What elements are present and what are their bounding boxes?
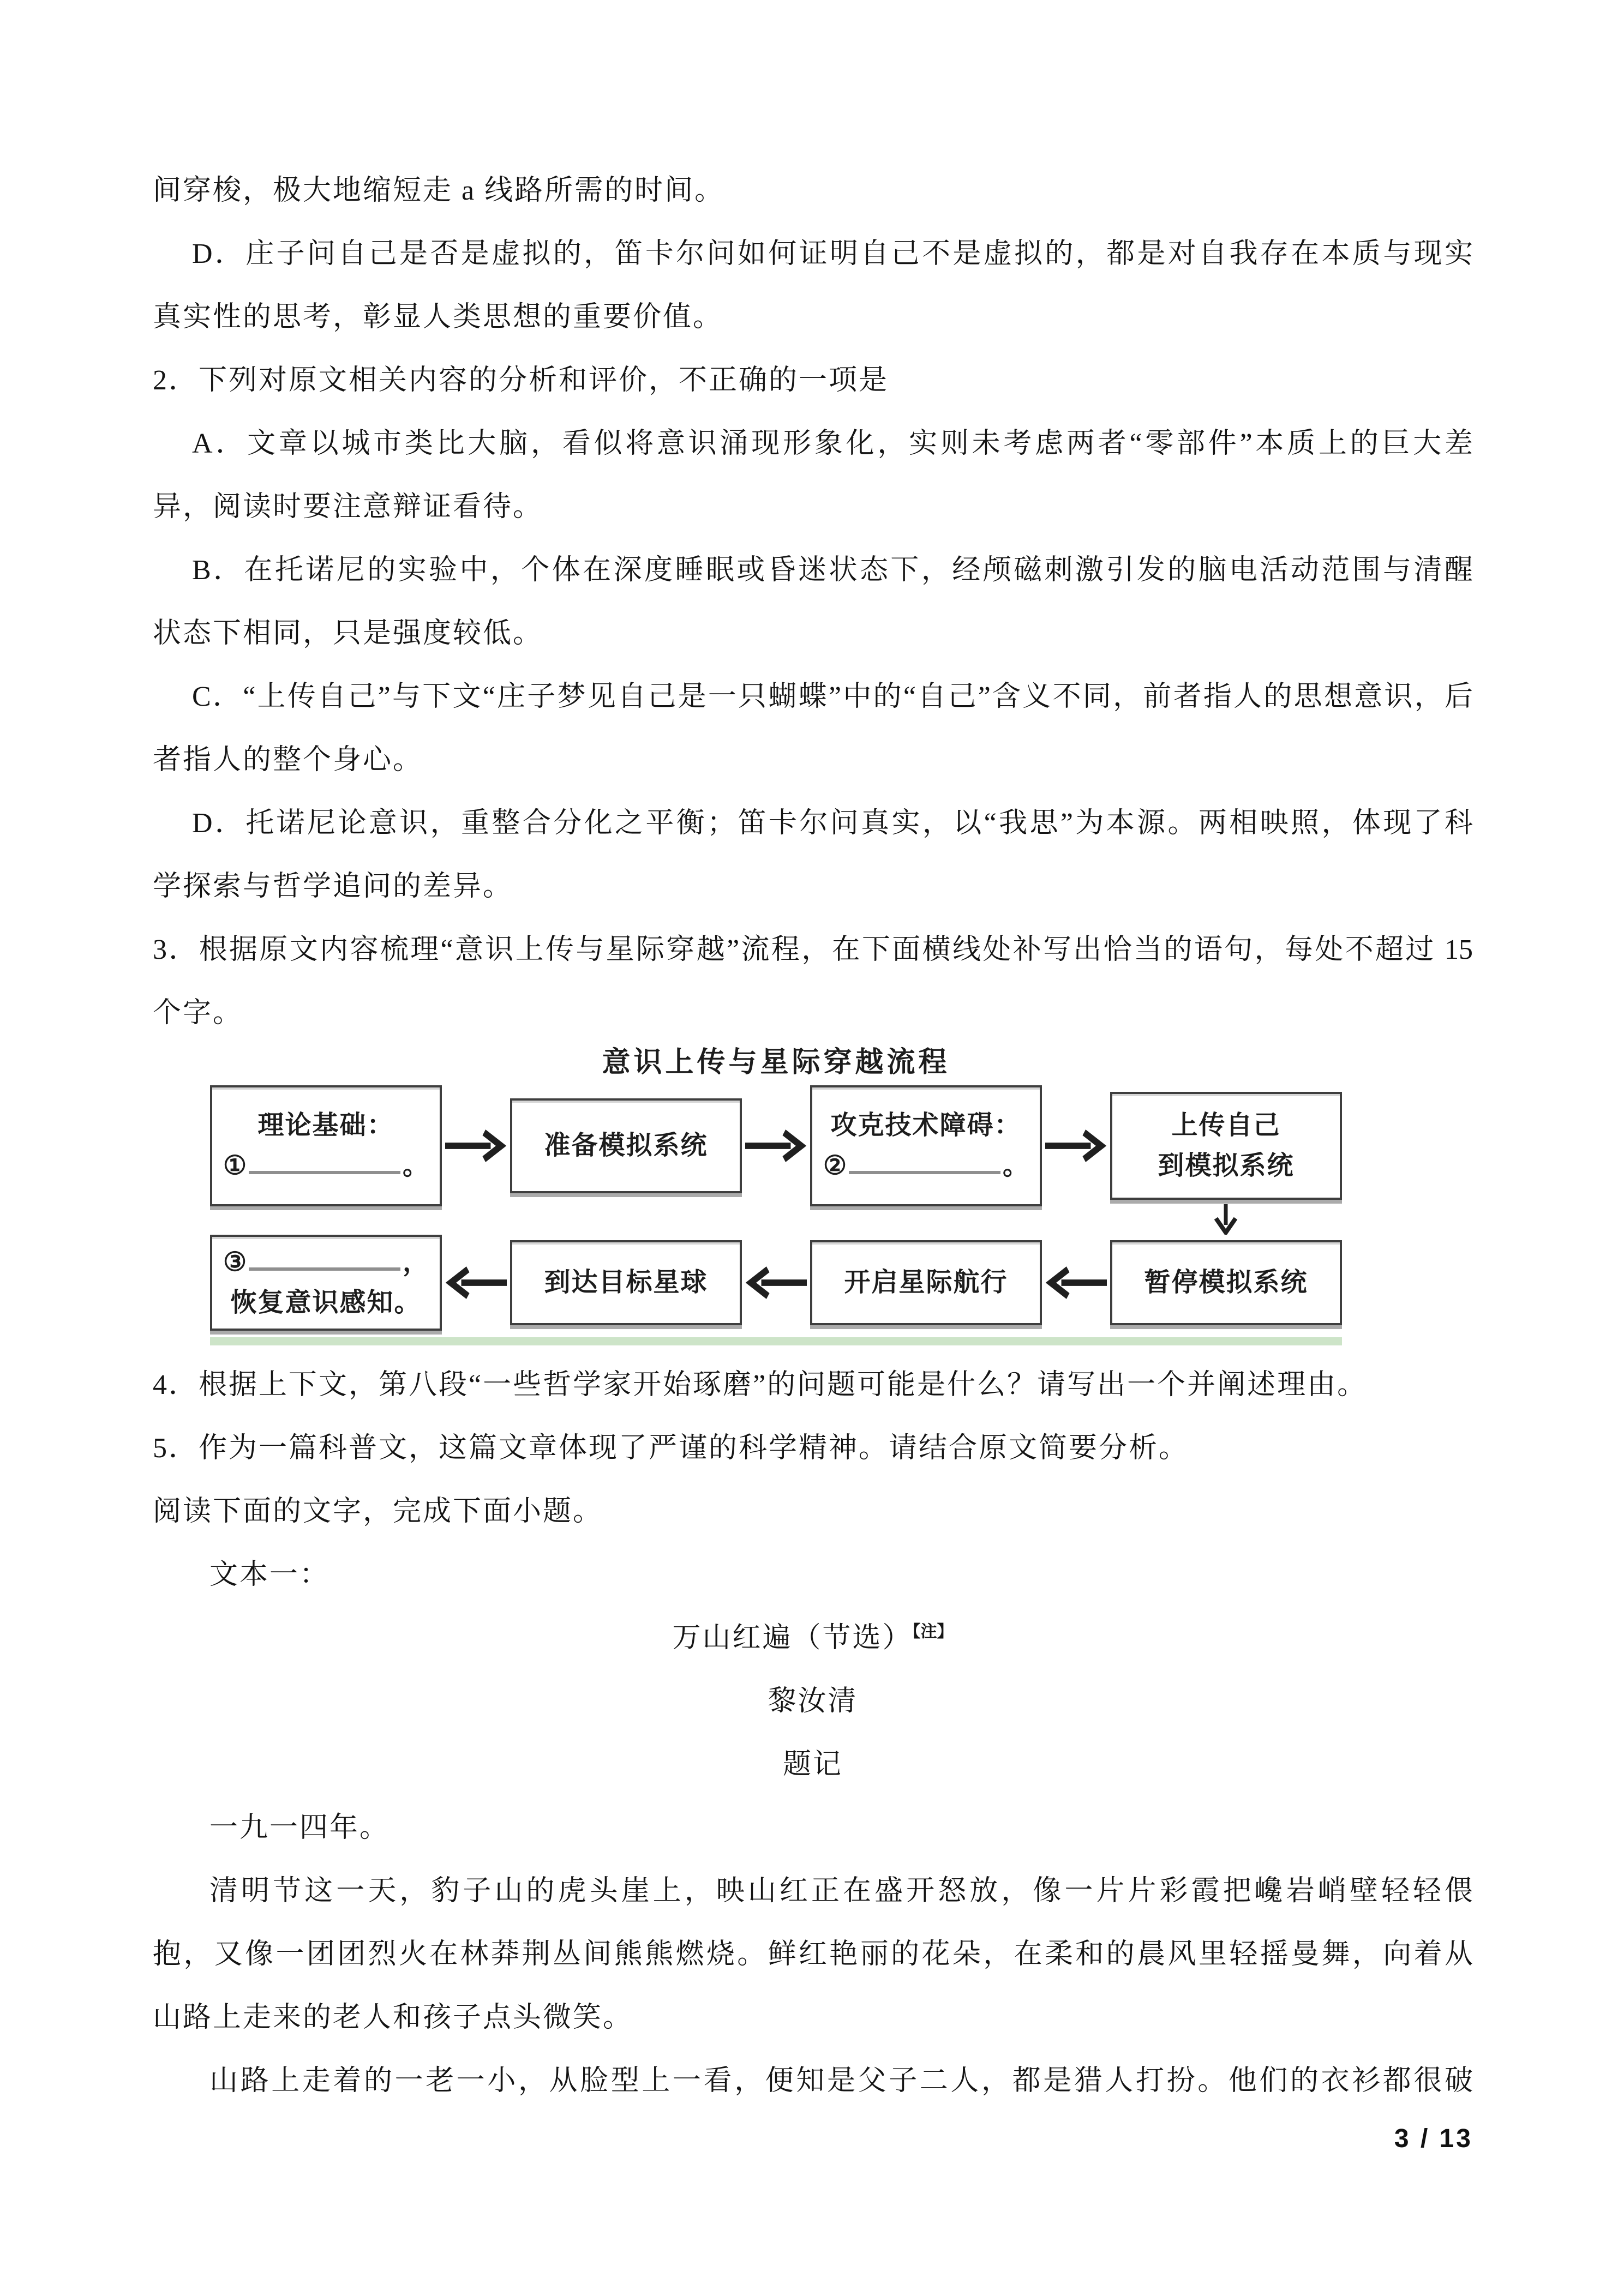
question-5-line: 5．作为一篇科普文，这篇文章体现了严谨的科学精神。请结合原文简要分析。 <box>153 1433 1189 1464</box>
box-label: 上传自己 <box>1171 1111 1281 1140</box>
blank-underline <box>249 1147 400 1174</box>
text-line: 学探索与哲学追问的差异。 <box>153 871 513 902</box>
blank-tail: 。 <box>1002 1151 1029 1180</box>
passage-epigraph-label: 题记 <box>782 1749 843 1780</box>
flowchart-box-theory <box>210 1085 442 1206</box>
arrow-right-icon <box>1045 1128 1107 1163</box>
blank-underline <box>849 1147 1000 1174</box>
option-d2-line: D．托诺尼论意识，重整合分化之平衡；笛卡尔问真实，以“我思”为本源。两相映照，体现了科 <box>192 808 1473 839</box>
box-label: 开启星际航行 <box>844 1268 1008 1297</box>
blank-number: ② <box>823 1151 847 1180</box>
option-b-line: B．在托诺尼的实验中，个体在深度睡眠或昏迷状态下，经颅磁刺激引发的脑电活动范围与清醒 <box>192 555 1473 586</box>
option-a-line: A．文章以城市类比大脑，看似将意识涌现形象化，实则未考虑两者“零部件”本质上的巨大差 <box>192 428 1473 459</box>
flowchart-box-barrier <box>810 1085 1042 1206</box>
flowchart-figure <box>210 1043 1342 1345</box>
flowchart-box-arrive <box>510 1240 742 1325</box>
question-2-line: 2．下列对原文相关内容的分析和评价，不正确的一项是 <box>153 365 889 396</box>
text-line: 间穿梭，极大地缩短走 a 线路所需的时间。 <box>153 175 725 206</box>
arrow-gap <box>442 1265 510 1300</box>
flowchart-box-restore <box>210 1235 442 1331</box>
blank-line-3 <box>223 1242 429 1283</box>
blank-number: ① <box>223 1151 247 1180</box>
text-line: 个字。 <box>153 997 243 1029</box>
text-line: 异，阅读时要注意辩证看待。 <box>153 491 543 522</box>
arrow-left-icon <box>445 1265 507 1300</box>
arrow-right-icon <box>745 1128 807 1163</box>
figure-green-band <box>210 1337 1342 1345</box>
box-label: 暂停模拟系统 <box>1144 1268 1308 1297</box>
arrow-gap <box>1042 1265 1110 1300</box>
blank-tail: ， <box>402 1248 429 1277</box>
flowchart-box-pause <box>1110 1240 1342 1325</box>
lower-text-block <box>153 1354 1473 2113</box>
blank-tail: 。 <box>402 1151 429 1180</box>
blank-number: ③ <box>223 1248 247 1277</box>
box-label: 恢复意识感知。 <box>230 1288 422 1317</box>
passage-title <box>153 1607 1473 1670</box>
question-4-line: 4．根据上下文，第八段“一些哲学家开始琢磨”的问题可能是什么？请写出一个并阐述理由。 <box>153 1369 1368 1401</box>
question-3-line: 3．根据原文内容梳理“意识上传与星际穿越”流程，在下面横线处补写出恰当的语句，每处不超过 15 <box>153 934 1473 965</box>
box-label: 到达目标星球 <box>544 1268 708 1297</box>
arrow-down-icon <box>1209 1204 1242 1235</box>
text-line: 一九一四年。 <box>209 1812 390 1843</box>
text-one-label: 文本一： <box>209 1559 330 1590</box>
blank-underline <box>249 1244 400 1271</box>
text-line: 状态下相同，只是强度较低。 <box>153 618 543 649</box>
blank-line-1 <box>223 1146 429 1186</box>
text-line: 真实性的思考，彰显人类思想的重要价值。 <box>153 302 723 333</box>
flowchart-row-1 <box>210 1085 1342 1206</box>
flowchart-title: 意识上传与星际穿越流程 <box>602 1047 950 1078</box>
note-superscript: 【注】 <box>912 1622 954 1641</box>
arrow-left-icon <box>745 1265 807 1300</box>
text-line: 抱，又像一团团烈火在林莽荆丛间熊熊燃烧。鲜红艳丽的花朵，在柔和的晨风里轻摇曼舞，向着从 <box>153 1939 1473 1970</box>
text-line: 清明节这一天，豹子山的虎头崖上，映山红正在盛开怒放，像一片片彩霞把巉岩峭壁轻轻偎 <box>209 1876 1473 1907</box>
passage-author: 黎汝清 <box>768 1686 858 1717</box>
upper-text-block <box>153 159 1473 1045</box>
option-c-line: C．“上传自己”与下文“庄子梦见自己是一只蝴蝶”中的“自己”含义不同，前者指人的思想意识，后 <box>192 681 1473 712</box>
option-d1-line: D．庄子问自己是否是虚拟的，笛卡尔问如何证明自己不是虚拟的，都是对自我存在本质与现实 <box>192 238 1473 269</box>
box-label: 准备模拟系统 <box>544 1131 708 1160</box>
flowchart-box-voyage <box>810 1240 1042 1325</box>
text-line: 山路上走着的一老一小，从脸型上一看，便知是父子二人，都是猎人打扮。他们的衣衫都很破 <box>209 2065 1473 2096</box>
arrow-left-icon <box>1045 1265 1107 1300</box>
arrow-gap <box>742 1265 810 1300</box>
box-label: 到模拟系统 <box>1158 1151 1295 1180</box>
blank-line-2 <box>823 1146 1029 1186</box>
text-line: 者指人的整个身心。 <box>153 744 423 776</box>
reading-instruction-line: 阅读下面的文字，完成下面小题。 <box>153 1496 603 1527</box>
flowchart-row-2 <box>210 1235 1342 1331</box>
arrow-gap <box>1042 1128 1110 1163</box>
arrow-right-icon <box>445 1128 507 1163</box>
flowchart-box-upload <box>1110 1092 1342 1200</box>
arrow-gap <box>442 1128 510 1163</box>
passage-title-text: 万山红遍（节选） <box>672 1622 913 1654</box>
flowchart-box-prepare <box>510 1098 742 1193</box>
box-label: 攻克技术障碍： <box>830 1111 1022 1140</box>
arrow-gap <box>742 1128 810 1163</box>
page-number: 3 / 13 <box>1394 2124 1473 2153</box>
box-label: 理论基础： <box>257 1111 394 1140</box>
text-line: 山路上走来的老人和孩子点头微笑。 <box>153 2002 633 2033</box>
